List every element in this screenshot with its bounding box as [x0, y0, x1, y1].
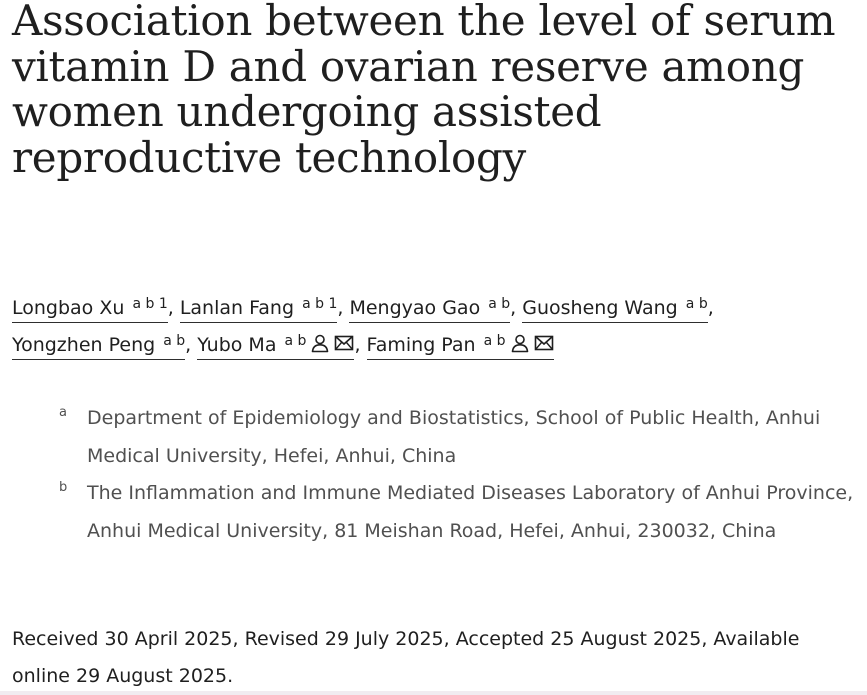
- article-history: Received 30 April 2025, Revised 29 July 2025, Accepted 25 August 2025, Available online 29 August 2025.: [12, 628, 800, 687]
- envelope-icon[interactable]: [534, 333, 554, 353]
- author-name: Longbao Xu: [12, 297, 125, 319]
- author-link[interactable]: [522, 295, 707, 323]
- author-affiliation-ref: a b 1: [302, 296, 338, 312]
- page-bottom-strip: [0, 691, 867, 695]
- author-name: Faming Pan: [366, 334, 476, 356]
- author-link[interactable]: [12, 332, 185, 360]
- affiliation-list: [0, 400, 860, 550]
- author-separator: ,: [354, 334, 361, 356]
- author-list: [12, 290, 862, 364]
- affiliation-item: [0, 475, 860, 550]
- author-affiliation-ref: a b: [163, 333, 186, 349]
- author-name: Yongzhen Peng: [12, 334, 156, 356]
- author-separator: ,: [510, 297, 517, 319]
- author-name: Lanlan Fang: [179, 297, 295, 319]
- author-affiliation-ref: a b 1: [132, 296, 168, 312]
- person-icon[interactable]: [510, 333, 530, 353]
- author-affiliation-ref: a b: [284, 333, 307, 349]
- article-title: Association between the level of serum vitamin D and ovarian reserve among women undergoing assisted reproductive technology: [12, 0, 836, 182]
- author-affiliation-ref: a b: [483, 333, 506, 349]
- author-link[interactable]: [367, 332, 554, 360]
- author-link[interactable]: [197, 332, 354, 360]
- author-name: Guosheng Wang: [522, 297, 678, 319]
- author-name: Yubo Ma: [197, 334, 277, 356]
- author-link[interactable]: [180, 295, 338, 323]
- author-separator: ,: [337, 297, 344, 319]
- affiliation-label: a: [59, 405, 67, 420]
- affiliation-text: Department of Epidemiology and Biostatistics, School of Public Health, Anhui Medical University, Hefei, Anhui, China: [87, 407, 821, 467]
- author-separator: ,: [167, 297, 174, 319]
- author-affiliation-ref: a b: [488, 296, 511, 312]
- envelope-icon[interactable]: [334, 333, 354, 353]
- author-affiliation-ref: a b: [685, 296, 708, 312]
- author-separator: ,: [707, 297, 714, 319]
- author-link[interactable]: [12, 295, 168, 323]
- author-name: Mengyao Gao: [349, 297, 481, 319]
- affiliation-label: b: [59, 480, 68, 495]
- author-link[interactable]: [349, 295, 510, 323]
- person-icon[interactable]: [310, 333, 330, 353]
- affiliation-text: The Inflammation and Immune Mediated Diseases Laboratory of Anhui Province, Anhui Medical University, 81 Meishan Road, Hefei, Anhui, 230032, China: [87, 482, 854, 542]
- affiliation-item: [0, 400, 860, 475]
- author-separator: ,: [185, 334, 192, 356]
